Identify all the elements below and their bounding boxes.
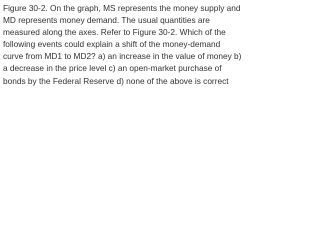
question-line: MD represents money demand. The usual quantities are [3, 15, 210, 26]
question-line: Figure 30-2. On the graph, MS represents the money supply and [3, 3, 241, 13]
question-line: bonds by the Federal Reserve d) none of the above is correct [3, 75, 229, 86]
question-line: measured along the axes. Refer to Figure 30-2. Which of the [3, 27, 226, 38]
question-text-block [3, 2, 259, 87]
question-line: following events could explain a shift of the money-demand [3, 39, 221, 50]
question-line: curve from MD1 to MD2? a) an increase in the value of money b) [3, 51, 242, 62]
question-line: a decrease in the price level c) an open-market purchase of [3, 63, 222, 74]
